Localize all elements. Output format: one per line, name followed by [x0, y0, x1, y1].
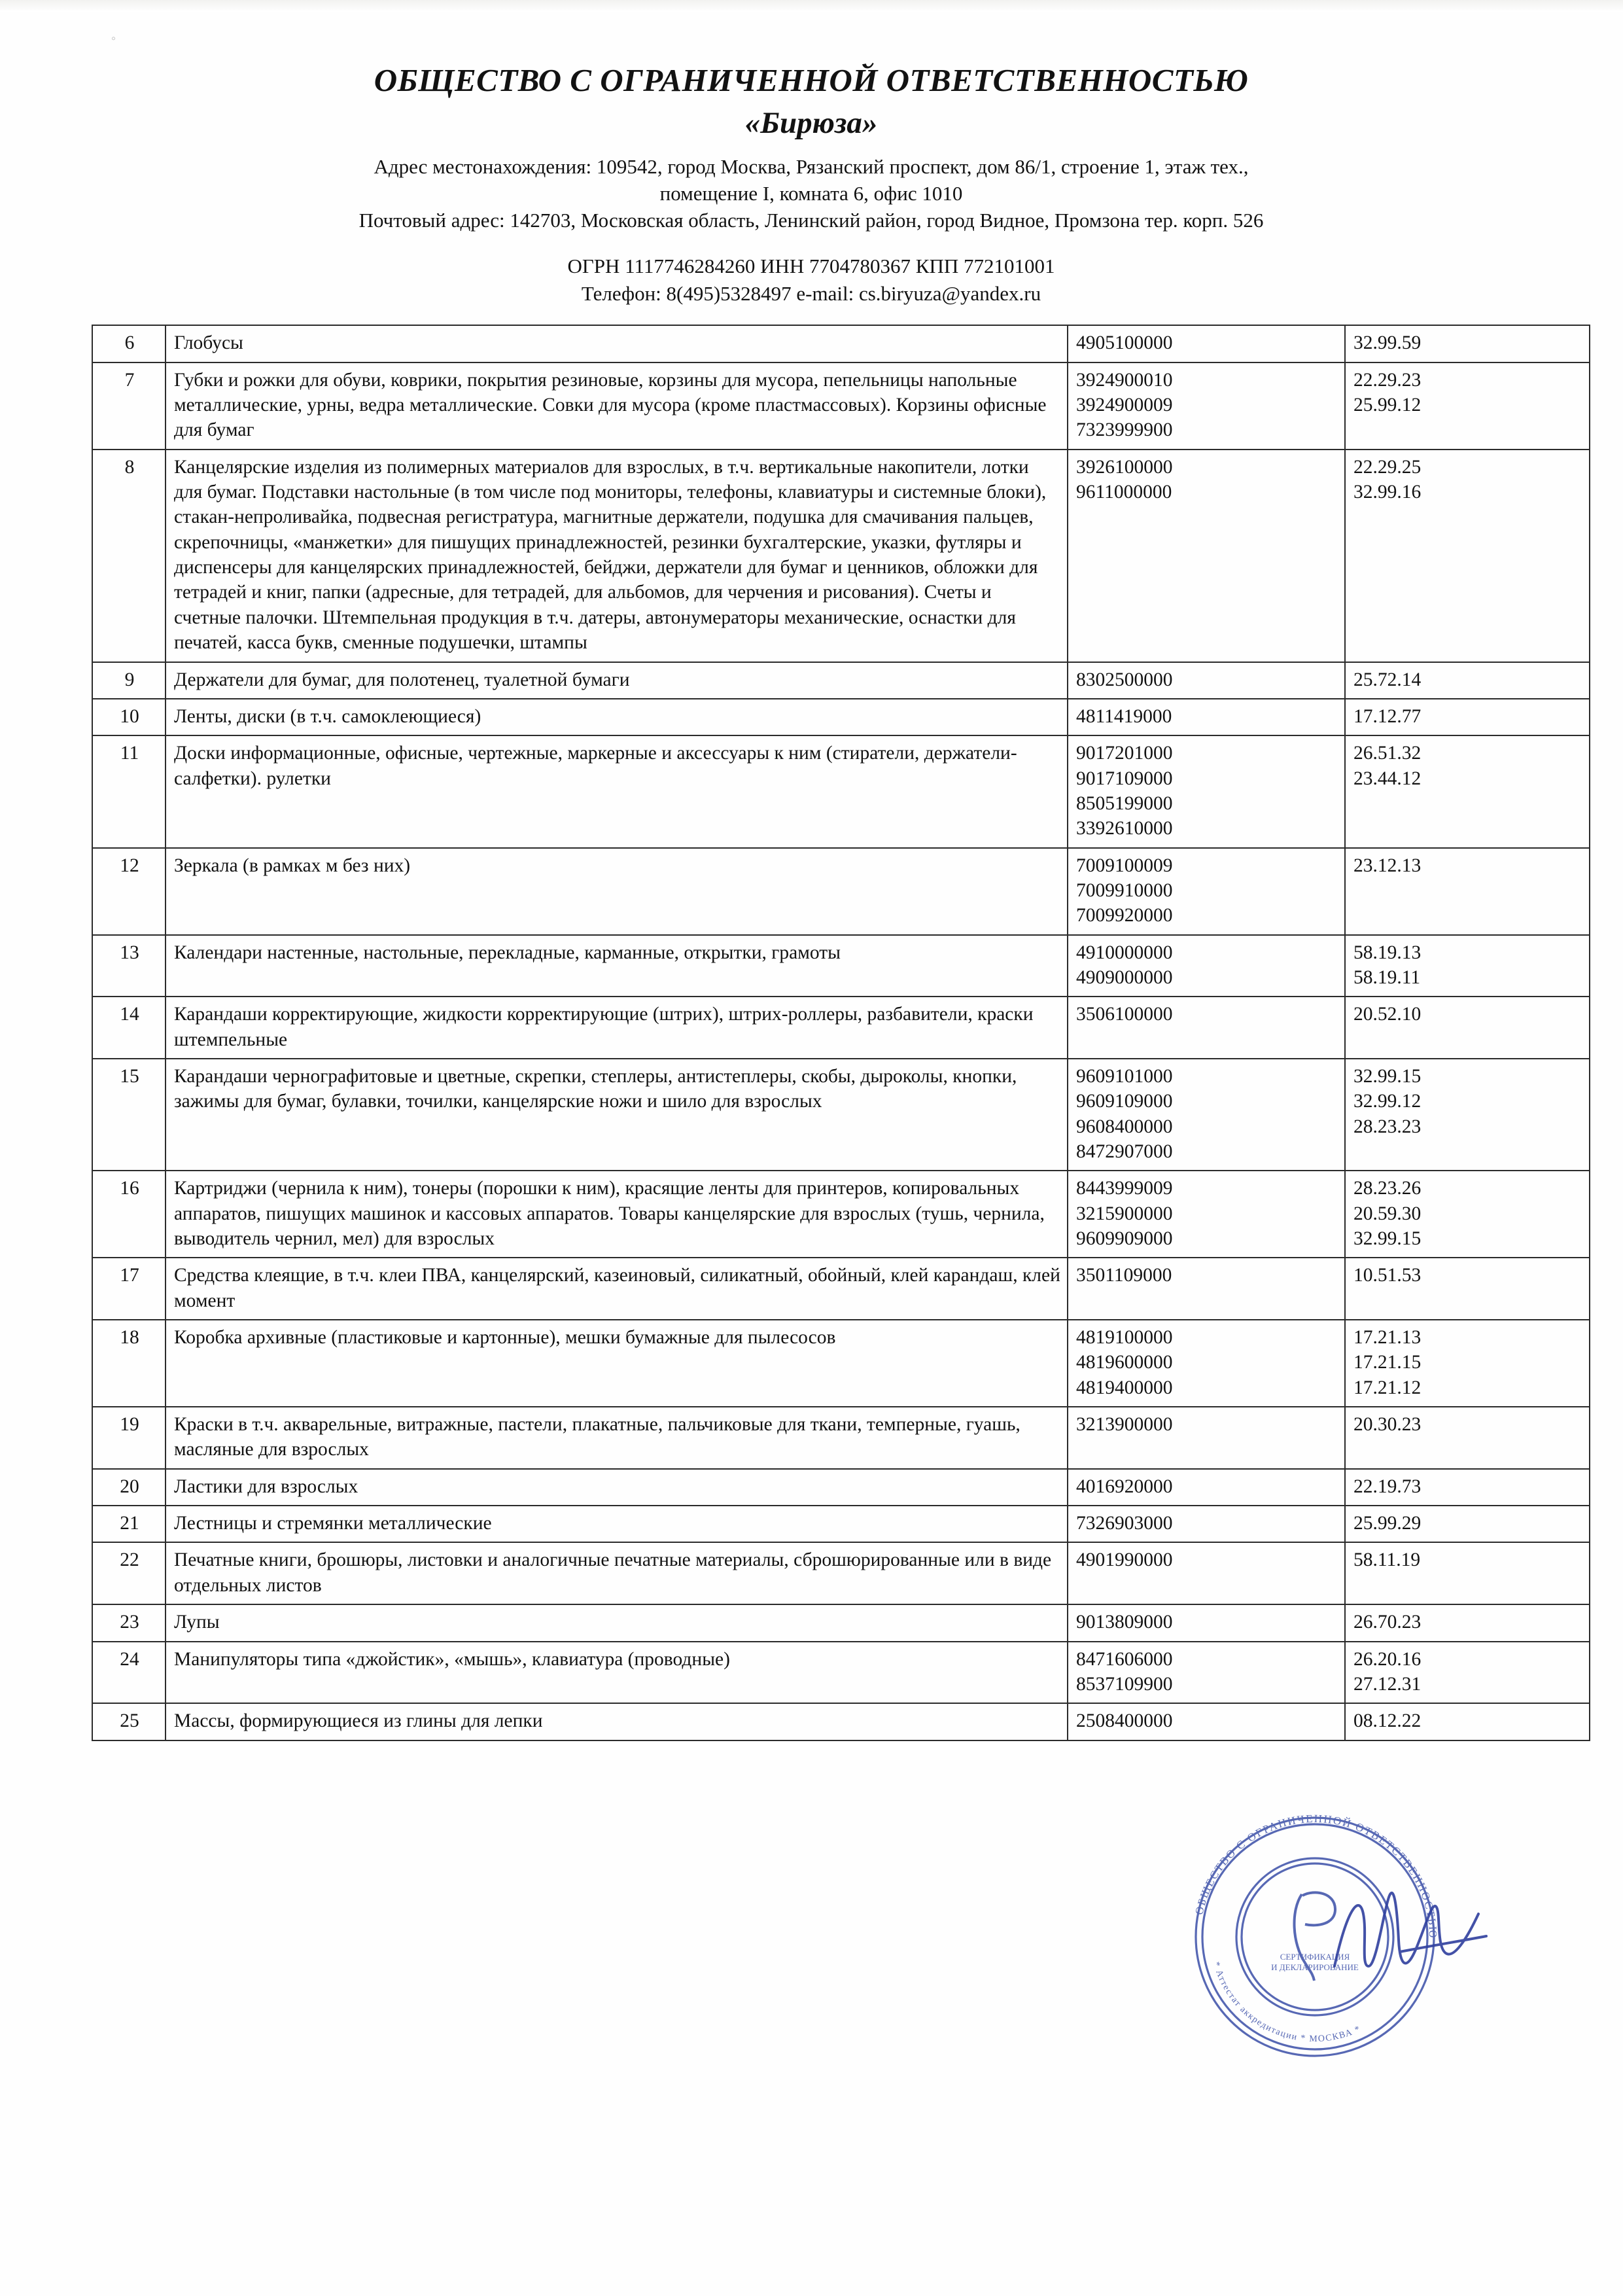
row-codes — [1068, 1542, 1345, 1604]
row-number: 22 — [92, 1542, 166, 1604]
table-row — [92, 1258, 1590, 1320]
svg-text:ОБЩЕСТВО С ОГРАНИЧЕННОЙ ОТВЕТС: ОБЩЕСТВО С ОГРАНИЧЕННОЙ ОТВЕТСТВЕННОСТЬЮ — [1193, 1812, 1440, 1939]
code-value: 8302500000 — [1076, 669, 1173, 690]
svg-text:* Аттестат аккредитации * МОСК: * Аттестат аккредитации * МОСКВА * — [1211, 1960, 1363, 2045]
row-codes — [1068, 848, 1345, 935]
row-description: Картриджи (чернила к ним), тонеры (порошки к ним), красящие ленты для принтеров, копировальных аппаратов, пишущих машинок и кассовых аппаратов. Товары канцелярские для взрослых (тушь, чернила, выводитель чернил, мел) для взрослых — [166, 1171, 1068, 1258]
row-description: Коробка архивные (пластиковые и картонные), мешки бумажные для пылесосов — [166, 1320, 1068, 1407]
row-description: Держатели для бумаг, для полотенец, туалетной бумаги — [166, 662, 1068, 699]
row-number: 16 — [92, 1171, 166, 1258]
code-value: 4819600000 — [1076, 1352, 1173, 1373]
table-row — [92, 699, 1590, 735]
okpd-value: 26.51.32 — [1353, 743, 1422, 764]
row-number: 19 — [92, 1407, 166, 1469]
table-row — [92, 1542, 1590, 1604]
row-okpd — [1345, 662, 1590, 699]
okpd-value: 23.44.12 — [1353, 768, 1422, 789]
row-description: Краски в т.ч. акварельные, витражные, пастели, плакатные, пальчиковые для ткани, темперные, гуашь, масляные для взрослых — [166, 1407, 1068, 1469]
row-description: Лестницы и стремянки металлические — [166, 1506, 1068, 1542]
okpd-value: 58.11.19 — [1353, 1549, 1421, 1571]
row-okpd — [1345, 1642, 1590, 1704]
code-value: 7009100009 — [1076, 855, 1173, 876]
code-value: 9017109000 — [1076, 768, 1173, 789]
organization-type: ОБЩЕСТВО С ОГРАНИЧЕННОЙ ОТВЕТСТВЕННОСТЬЮ — [374, 62, 1249, 98]
row-description: Доски информационные, офисные, чертежные, маркерные и аксессуары к ним (стиратели, держатели-салфетки). рулетки — [166, 735, 1068, 847]
products-table — [92, 325, 1590, 1740]
code-value: 7326903000 — [1076, 1513, 1173, 1534]
code-value: 9608400000 — [1076, 1116, 1173, 1137]
row-number: 24 — [92, 1642, 166, 1704]
row-number: 23 — [92, 1604, 166, 1641]
code-value: 3392610000 — [1076, 818, 1173, 839]
row-description: Губки и рожки для обуви, коврики, покрытия резиновые, корзины для мусора, пепельницы напольные металлические, урны, ведра металлические. Совки для мусора (кроме пластмассовых). Корзины офисные для бумаг — [166, 362, 1068, 450]
row-number: 8 — [92, 450, 166, 662]
okpd-value: 17.21.12 — [1353, 1377, 1422, 1398]
okpd-value: 32.99.12 — [1353, 1091, 1422, 1112]
table-row — [92, 1059, 1590, 1171]
row-number: 25 — [92, 1703, 166, 1740]
row-codes — [1068, 450, 1345, 662]
row-number: 11 — [92, 735, 166, 847]
row-codes — [1068, 1407, 1345, 1469]
row-description: Средства клеящие, в т.ч. клеи ПВА, канцелярский, казеиновый, силикатный, обойный, клей карандаш, клей момент — [166, 1258, 1068, 1320]
table-row — [92, 1506, 1590, 1542]
row-number: 12 — [92, 848, 166, 935]
table-row — [92, 1407, 1590, 1469]
address-line-2: помещение I, комната 6, офис 1010 — [659, 182, 963, 205]
row-okpd — [1345, 997, 1590, 1059]
row-description: Календари настенные, настольные, перекладные, карманные, открытки, грамоты — [166, 935, 1068, 997]
table-row — [92, 325, 1590, 362]
table-row — [92, 1604, 1590, 1641]
code-value: 3501109000 — [1076, 1265, 1172, 1286]
row-okpd — [1345, 1542, 1590, 1604]
row-okpd — [1345, 1059, 1590, 1171]
company-stamp — [1174, 1796, 1456, 2077]
okpd-value: 23.12.13 — [1353, 855, 1422, 876]
row-number: 7 — [92, 362, 166, 450]
code-value: 9611000000 — [1076, 482, 1172, 503]
okpd-value: 17.21.13 — [1353, 1327, 1422, 1349]
row-number: 9 — [92, 662, 166, 699]
row-okpd — [1345, 1320, 1590, 1407]
okpd-value: 32.99.16 — [1353, 482, 1422, 503]
row-okpd — [1345, 1703, 1590, 1740]
okpd-value: 26.20.16 — [1353, 1648, 1422, 1670]
row-description: Печатные книги, брошюры, листовки и аналогичные печатные материалы, сброшюрированные или в виде отдельных листов — [166, 1542, 1068, 1604]
okpd-value: 17.12.77 — [1353, 705, 1422, 727]
row-okpd — [1345, 1407, 1590, 1469]
okpd-value: 10.51.53 — [1353, 1265, 1422, 1286]
code-value: 3924900010 — [1076, 369, 1173, 391]
code-value: 3506100000 — [1076, 1004, 1173, 1025]
row-number: 21 — [92, 1506, 166, 1542]
table-row — [92, 450, 1590, 662]
svg-text:СЕРТИФИКАЦИЯ: СЕРТИФИКАЦИЯ — [1280, 1952, 1350, 1962]
okpd-value: 32.99.15 — [1353, 1065, 1422, 1087]
code-value: 8443999009 — [1076, 1178, 1173, 1199]
okpd-value: 58.19.11 — [1353, 966, 1421, 988]
code-value: 3924900009 — [1076, 395, 1173, 416]
row-description: Ленты, диски (в т.ч. самоклеющиеся) — [166, 699, 1068, 735]
signature — [1321, 1868, 1518, 1999]
row-okpd — [1345, 1469, 1590, 1506]
code-value: 4909000000 — [1076, 966, 1173, 988]
okpd-value: 25.72.14 — [1353, 669, 1422, 690]
okpd-value: 25.99.29 — [1353, 1513, 1422, 1534]
code-value: 9609101000 — [1076, 1065, 1173, 1087]
code-value: 8472907000 — [1076, 1141, 1173, 1162]
row-okpd — [1345, 450, 1590, 662]
code-value: 4910000000 — [1076, 942, 1173, 963]
row-okpd — [1345, 699, 1590, 735]
table-row — [92, 735, 1590, 847]
okpd-value: 32.99.15 — [1353, 1228, 1422, 1250]
row-codes — [1068, 662, 1345, 699]
row-codes — [1068, 1258, 1345, 1320]
code-value: 3213900000 — [1076, 1414, 1173, 1436]
okpd-value: 20.30.23 — [1353, 1414, 1422, 1436]
okpd-value: 22.29.25 — [1353, 456, 1422, 478]
row-number: 18 — [92, 1320, 166, 1407]
row-number: 6 — [92, 325, 166, 362]
row-okpd — [1345, 362, 1590, 450]
address-line-3: Почтовый адрес: 142703, Московская область, Ленинский район, город Виднoе, Промзона тер. корп. 526 — [358, 209, 1264, 232]
code-value: 4905100000 — [1076, 332, 1173, 354]
table-row — [92, 1469, 1590, 1506]
row-description: Зеркала (в рамках м без них) — [166, 848, 1068, 935]
okpd-value: 20.52.10 — [1353, 1004, 1422, 1025]
okpd-value: 28.23.26 — [1353, 1178, 1422, 1199]
row-number: 15 — [92, 1059, 166, 1171]
table-row — [92, 1703, 1590, 1740]
table-row — [92, 997, 1590, 1059]
code-value: 4016920000 — [1076, 1475, 1173, 1497]
row-okpd — [1345, 735, 1590, 847]
okpd-value: 22.29.23 — [1353, 369, 1422, 391]
row-codes — [1068, 1642, 1345, 1704]
code-value: 7009910000 — [1076, 879, 1173, 901]
okpd-value: 22.19.73 — [1353, 1475, 1422, 1497]
requisites-line-2: Телефон: 8(495)5328497 e-mail: cs.biryuza@yandex.ru — [581, 282, 1041, 306]
address-block — [92, 154, 1531, 234]
code-value: 9609109000 — [1076, 1091, 1173, 1112]
code-value: 3926100000 — [1076, 456, 1173, 478]
row-okpd — [1345, 1604, 1590, 1641]
row-codes — [1068, 325, 1345, 362]
row-description: Массы, формирующиеся из глины для лепки — [166, 1703, 1068, 1740]
row-number: 17 — [92, 1258, 166, 1320]
row-okpd — [1345, 325, 1590, 362]
address-line-1: Адрес местонахождения: 109542, город Москва, Рязанский проспект, дом 86/1, строение 1, этаж тех., — [374, 155, 1249, 179]
table-row — [92, 362, 1590, 450]
row-number: 10 — [92, 699, 166, 735]
row-codes — [1068, 362, 1345, 450]
row-description: Канцелярские изделия из полимерных материалов для взрослых, в т.ч. вертикальные накопители, лотки для бумаг. Подставки настольные (в том числе под мониторы, телефоны, клавиатуры и системные блоки), стакан-непроливайка, подвесная регистратура, магнитные держатели, подушка для смачивания пальцев, скрепочницы, «манжетки» для пишущих принадлежностей, резинки бухгалтерские, указки, футляры и диспенсеры для канцелярских принадлежностей, бейджи, держатели для бумаг и ценников, обложки для тетрадей и книг, папки (адресные, для тетрадей, для альбомов, для черчения и рисования). Счеты и счетные палочки. Штемпельная продукция в т.ч. датеры, автонумераторы механические, оснастки для печатей, касса букв, сменные подушечки, штампы — [166, 450, 1068, 662]
row-codes — [1068, 735, 1345, 847]
okpd-value: 25.99.12 — [1353, 395, 1422, 416]
code-value: 9013809000 — [1076, 1612, 1173, 1633]
row-codes — [1068, 1171, 1345, 1258]
scan-edge — [0, 0, 1623, 12]
okpd-value: 17.21.15 — [1353, 1352, 1422, 1373]
scan-speck: ◦ — [111, 31, 116, 46]
row-description: Манипуляторы типа «джойстик», «мышь», клавиатура (проводные) — [166, 1642, 1068, 1704]
row-number: 20 — [92, 1469, 166, 1506]
row-codes — [1068, 699, 1345, 735]
row-codes — [1068, 1506, 1345, 1542]
okpd-value: 27.12.31 — [1353, 1673, 1422, 1695]
document-content — [92, 62, 1531, 1741]
row-okpd — [1345, 1506, 1590, 1542]
code-value: 8537109900 — [1076, 1673, 1173, 1695]
code-value: 4811419000 — [1076, 705, 1172, 727]
row-description: Глобусы — [166, 325, 1068, 362]
row-number: 13 — [92, 935, 166, 997]
code-value: 4819400000 — [1076, 1377, 1173, 1398]
row-codes — [1068, 1604, 1345, 1641]
row-number: 14 — [92, 997, 166, 1059]
row-okpd — [1345, 1171, 1590, 1258]
code-value: 9609909000 — [1076, 1228, 1173, 1250]
code-value: 9017201000 — [1076, 743, 1173, 764]
requisites-line-1: ОГРН 1117746284260 ИНН 7704780367 КПП 772101001 — [567, 255, 1055, 278]
row-codes — [1068, 1469, 1345, 1506]
row-codes — [1068, 997, 1345, 1059]
products-table-body — [92, 325, 1590, 1740]
row-okpd — [1345, 935, 1590, 997]
table-row — [92, 1171, 1590, 1258]
row-codes — [1068, 1703, 1345, 1740]
table-row — [92, 848, 1590, 935]
svg-text:И ДЕКЛАРИРОВАНИЕ: И ДЕКЛАРИРОВАНИЕ — [1271, 1962, 1359, 1972]
row-description: Ластики для взрослых — [166, 1469, 1068, 1506]
row-codes — [1068, 1059, 1345, 1171]
row-codes — [1068, 1320, 1345, 1407]
table-row — [92, 1320, 1590, 1407]
code-value: 2508400000 — [1076, 1710, 1173, 1732]
requisites-block — [92, 253, 1531, 308]
okpd-value: 26.70.23 — [1353, 1612, 1422, 1633]
code-value: 7323999900 — [1076, 419, 1173, 441]
row-codes — [1068, 935, 1345, 997]
table-row — [92, 935, 1590, 997]
okpd-value: 58.19.13 — [1353, 942, 1422, 963]
code-value: 3215900000 — [1076, 1203, 1173, 1224]
table-row — [92, 1642, 1590, 1704]
row-okpd — [1345, 848, 1590, 935]
table-row — [92, 662, 1590, 699]
code-value: 7009920000 — [1076, 905, 1173, 927]
row-okpd — [1345, 1258, 1590, 1320]
row-description: Карандаши чернографитовые и цветные, скрепки, степлеры, антистеплеры, скобы, дыроколы, кнопки, зажимы для бумаг, булавки, точилки, канцелярские ножи и шило для взрослых — [166, 1059, 1068, 1171]
okpd-value: 28.23.23 — [1353, 1116, 1422, 1137]
code-value: 8471606000 — [1076, 1648, 1173, 1670]
okpd-value: 20.59.30 — [1353, 1203, 1422, 1224]
code-value: 4819100000 — [1076, 1327, 1173, 1349]
row-description: Лупы — [166, 1604, 1068, 1641]
okpd-value: 08.12.22 — [1353, 1710, 1422, 1732]
row-description: Карандаши корректирующие, жидкости корректирующие (штрих), штрих-роллеры, разбавители, краски штемпельные — [166, 997, 1068, 1059]
code-value: 4901990000 — [1076, 1549, 1173, 1571]
organization-name: «Бирюза» — [744, 106, 878, 141]
okpd-value: 32.99.59 — [1353, 332, 1422, 354]
code-value: 8505199000 — [1076, 792, 1173, 814]
